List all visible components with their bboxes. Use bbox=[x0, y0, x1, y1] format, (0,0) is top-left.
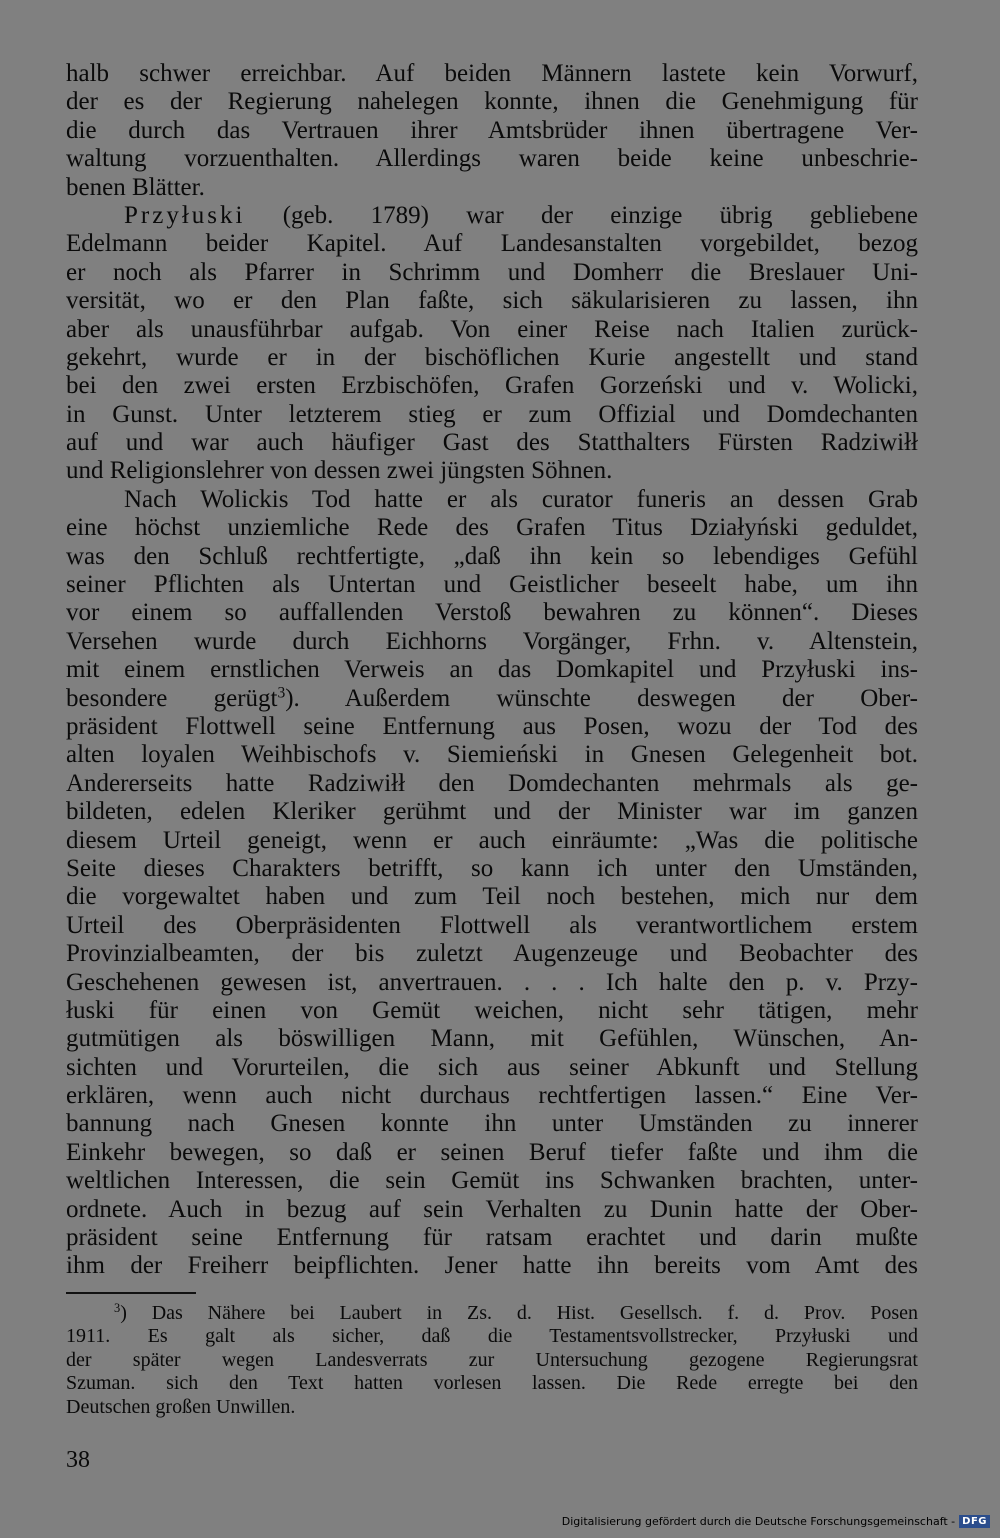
line-text: Versehen wurde durch Eichhorns Vorgänger, Frhn. v. Altenstein, bbox=[66, 627, 918, 655]
line-text: Urteil des Oberpräsidenten Flottwell als verantwortlichem erstem bbox=[66, 911, 918, 939]
line-text: erklären, wenn auch nicht durchaus rechtfertigen lassen.“ Eine Ver- bbox=[66, 1082, 918, 1110]
text-line bbox=[66, 174, 918, 202]
line-text: die vorgewaltet haben und zum Teil noch bestehen, mich nur dem bbox=[66, 883, 918, 911]
line-text: in Gunst. Unter letzterem stieg er zum Offizial und Domdechanten bbox=[66, 400, 918, 428]
text-line bbox=[66, 883, 918, 911]
text-line bbox=[66, 855, 918, 883]
line-text: bannung nach Gnesen konnte ihn unter Umständen zu innerer bbox=[66, 1110, 918, 1138]
text-line bbox=[66, 912, 918, 940]
line-text: auf und war auch häufiger Gast des Statthalters Fürsten Radziwiłł bbox=[66, 429, 918, 457]
text-line bbox=[66, 741, 918, 769]
line-text: Andererseits hatte Radziwiłł den Domdechanten mehrmals als ge- bbox=[66, 769, 918, 797]
footnote-line bbox=[66, 1349, 918, 1372]
line-text: ordnete. Auch in bezug auf sein Verhalten zu Dunin hatte der Ober- bbox=[66, 1195, 918, 1223]
footnote-line bbox=[66, 1372, 918, 1395]
line-text: waltung vorzuenthalten. Allerdings waren beide keine unbeschrie- bbox=[66, 145, 918, 173]
spaced-name: Przyłuski bbox=[124, 201, 246, 229]
line-text: er noch als Pfarrer in Schrimm und Domherr die Breslauer Uni- bbox=[66, 258, 918, 286]
text-line bbox=[66, 1082, 918, 1110]
text-line bbox=[66, 685, 918, 713]
line-text: sichten und Vorurteilen, die sich aus seiner Abkunft und Stellung bbox=[66, 1053, 918, 1081]
text-line bbox=[66, 969, 918, 997]
digitization-banner bbox=[562, 1512, 990, 1530]
line-text: Edelmann beider Kapitel. Auf Landesanstalten vorgebildet, bezog bbox=[66, 230, 918, 258]
footnote-text: Deutschen großen Unwillen. bbox=[66, 1395, 296, 1418]
line-text: bei den zwei ersten Erzbischöfen, Grafen Gorzeński und v. Wolicki, bbox=[66, 372, 918, 400]
line-text: Provinzialbeamten, der bis zuletzt Augenzeuge und Beobachter des bbox=[66, 940, 918, 968]
line-text-tail: ). Außerdem wünschte deswegen der Ober- bbox=[285, 684, 918, 712]
line-text: łuski für einen von Gemüt weichen, nicht sehr tätigen, mehr bbox=[66, 996, 918, 1024]
text-line bbox=[66, 259, 918, 287]
line-text: bildeten, edelen Kleriker gerühmt und der Minister war im ganzen bbox=[66, 798, 918, 826]
line-text: präsident seine Entfernung für ratsam erachtet und darin mußte bbox=[66, 1224, 918, 1252]
text-line bbox=[66, 1196, 918, 1224]
line-text: diesem Urteil geneigt, wenn er auch einräumte: „Was die politische bbox=[66, 826, 918, 854]
footnote-line bbox=[66, 1396, 918, 1419]
text-line bbox=[66, 543, 918, 571]
text-line bbox=[66, 827, 918, 855]
line-text: versität, wo er den Plan faßte, sich säkularisieren zu lassen, ihn bbox=[66, 287, 918, 315]
line-text: was den Schluß rechtfertigte, „daß ihn kein so lebendiges Gefühl bbox=[66, 542, 918, 570]
line-text: weltlichen Interessen, die sein Gemüt ins Schwanken brachten, unter- bbox=[66, 1167, 918, 1195]
line-text: präsident Flottwell seine Entfernung aus Posen, wozu der Tod des bbox=[66, 712, 918, 740]
text-line bbox=[66, 1224, 918, 1252]
line-text: (geb. 1789) war der einzige übrig gebliebene bbox=[245, 201, 918, 229]
line-text: Seite dieses Charakters betrifft, so kann ich unter den Umständen, bbox=[66, 854, 918, 882]
footnote-ref: 3 bbox=[277, 684, 286, 702]
text-line bbox=[66, 316, 918, 344]
footnote-text: Szuman. sich den Text hatten vorlesen lassen. Die Rede erregte bei den bbox=[66, 1372, 918, 1395]
line-text: die durch das Vertrauen ihrer Amtsbrüder ihnen übertragene Ver- bbox=[66, 116, 918, 144]
text-line bbox=[66, 457, 918, 485]
text-line bbox=[66, 60, 918, 88]
text-line bbox=[66, 571, 918, 599]
footnote-text: ) Das Nähere bei Laubert in Zs. d. Hist. Gesellsch. f. d. Prov. Posen bbox=[120, 1302, 918, 1324]
text-line bbox=[66, 514, 918, 542]
text-line bbox=[66, 1139, 918, 1167]
line-text: benen Blätter. bbox=[66, 173, 205, 201]
text-line bbox=[66, 429, 918, 457]
text-line bbox=[66, 145, 918, 173]
text-line bbox=[66, 372, 918, 400]
text-line bbox=[66, 1025, 918, 1053]
text-line bbox=[66, 770, 918, 798]
dfg-logo-icon: DFG bbox=[959, 1515, 990, 1528]
page-number: 38 bbox=[66, 1447, 90, 1473]
footnotes bbox=[66, 1302, 918, 1419]
text-line bbox=[66, 798, 918, 826]
line-text: ihm der Freiherr beipflichten. Jener hatte ihn bereits vom Amt des bbox=[66, 1252, 918, 1280]
text-line bbox=[66, 997, 918, 1025]
line-text: seiner Pflichten als Untertan und Geistlicher beseelt habe, um ihn bbox=[66, 571, 918, 599]
line-text: mit einem ernstlichen Verweis an das Domkapitel und Przyłuski ins- bbox=[66, 656, 918, 684]
text-line bbox=[66, 656, 918, 684]
line-text: Geschehenen gewesen ist, anvertrauen. . . . Ich halte den p. v. Przy- bbox=[66, 968, 918, 996]
footnote-divider bbox=[66, 1292, 196, 1294]
line-text: besondere gerügt bbox=[66, 684, 278, 712]
line-text: Nach Wolickis Tod hatte er als curator funeris an dessen Grab bbox=[124, 485, 918, 513]
text-line bbox=[66, 1252, 918, 1280]
footnote-line bbox=[66, 1302, 918, 1325]
line-text: vor einem so auffallenden Verstoß bewahren zu können“. Dieses bbox=[66, 599, 918, 627]
text-line bbox=[66, 202, 918, 230]
footnote-text: der später wegen Landesverrats zur Untersuchung gezogene Regierungsrat bbox=[66, 1348, 918, 1371]
line-text: alten loyalen Weihbischofs v. Siemieński in Gnesen Gelegenheit bot. bbox=[66, 741, 918, 769]
text-line bbox=[66, 287, 918, 315]
text-line bbox=[66, 344, 918, 372]
text-line bbox=[66, 1110, 918, 1138]
text-line bbox=[66, 713, 918, 741]
text-line bbox=[66, 1054, 918, 1082]
line-text: und Religionslehrer von dessen zwei jüngsten Söhnen. bbox=[66, 457, 613, 485]
line-text: gutmütigen als böswilligen Mann, mit Gefühlen, Wünschen, An- bbox=[66, 1025, 918, 1053]
text-line bbox=[66, 628, 918, 656]
text-line bbox=[66, 401, 918, 429]
line-text: gekehrt, wurde er in der bischöflichen Kurie angestellt und stand bbox=[66, 343, 918, 371]
body-text bbox=[66, 60, 918, 1281]
text-line bbox=[66, 88, 918, 116]
text-line bbox=[66, 486, 918, 514]
text-line bbox=[66, 599, 918, 627]
footnote-marker: 3 bbox=[114, 1301, 121, 1316]
line-text: aber als unausführbar aufgab. Von einer Reise nach Italien zurück- bbox=[66, 315, 918, 343]
footnote-line bbox=[66, 1325, 918, 1348]
text-line bbox=[66, 940, 918, 968]
line-text: Einkehr bewegen, so daß er seinen Beruf tiefer faßte und ihm die bbox=[66, 1138, 918, 1166]
line-text: der es der Regierung nahelegen konnte, ihnen die Genehmigung für bbox=[66, 88, 918, 116]
line-text: eine höchst unziemliche Rede des Grafen Titus Działyński geduldet, bbox=[66, 514, 918, 542]
footnote-text: 1911. Es galt als sicher, daß die Testamentsvollstrecker, Przyłuski und bbox=[66, 1325, 918, 1348]
text-line bbox=[66, 230, 918, 258]
banner-text: Digitalisierung gefördert durch die Deutsche Forschungsgemeinschaft - bbox=[561, 1514, 956, 1528]
text-line bbox=[66, 117, 918, 145]
line-text: halb schwer erreichbar. Auf beiden Männern lastete kein Vorwurf, bbox=[66, 60, 918, 87]
text-line bbox=[66, 1167, 918, 1195]
